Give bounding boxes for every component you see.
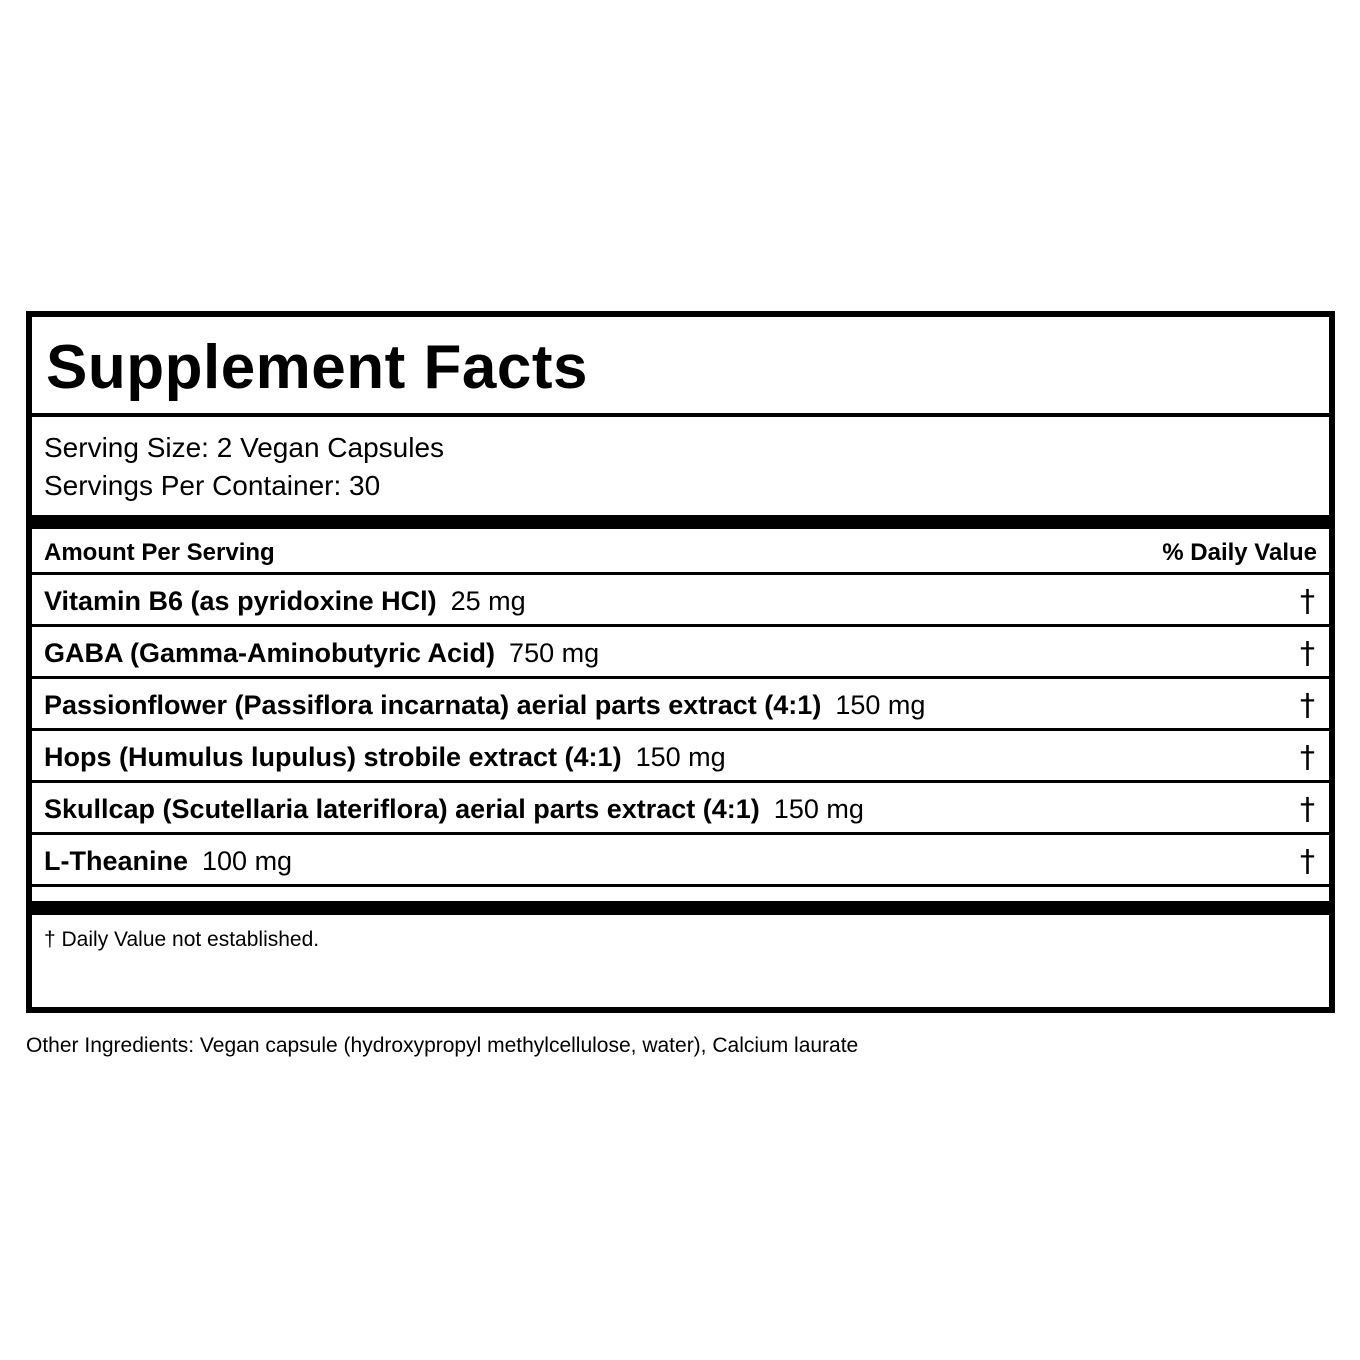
- ingredient-amount: 100 mg: [202, 846, 293, 876]
- ingredient-name: Vitamin B6 (as pyridoxine HCl): [44, 586, 437, 616]
- dagger-mark: †: [1300, 740, 1315, 775]
- thick-divider-bottom: [32, 901, 1329, 915]
- ingredient-amount: 750 mg: [509, 638, 600, 668]
- dagger-mark: †: [1300, 792, 1315, 827]
- ingredient-row: [32, 627, 1329, 679]
- ingredient-amount: 150 mg: [635, 742, 726, 772]
- dagger-mark: †: [1300, 688, 1315, 723]
- dagger-mark: †: [1300, 844, 1315, 879]
- ingredient-row: [32, 679, 1329, 731]
- servings-per-container: Servings Per Container: 30: [44, 470, 381, 501]
- ingredient-name: Passionflower (Passiflora incarnata) aerial parts extract (4:1): [44, 690, 822, 720]
- supplement-facts-panel: [26, 311, 1335, 1013]
- column-header-row: [32, 529, 1329, 575]
- ingredient-rows: [32, 575, 1329, 887]
- ingredient-name: GABA (Gamma-Aminobutyric Acid): [44, 638, 496, 668]
- ingredient-row: [32, 835, 1329, 887]
- ingredient-row: [32, 731, 1329, 783]
- daily-value-footnote: † Daily Value not established.: [44, 928, 320, 951]
- ingredient-name: L-Theanine: [44, 846, 189, 876]
- ingredient-amount: 25 mg: [450, 586, 526, 616]
- ingredient-row: [32, 575, 1329, 627]
- other-ingredients: Other Ingredients: Vegan capsule (hydroxypropyl methylcellulose, water), Calcium laurate: [26, 1034, 859, 1057]
- serving-info: [32, 417, 1329, 515]
- title-row: [32, 317, 1329, 417]
- ingredient-name: Hops (Humulus lupulus) strobile extract (4:1): [44, 742, 622, 772]
- serving-size: Serving Size: 2 Vegan Capsules: [44, 432, 445, 463]
- ingredient-amount: 150 mg: [773, 794, 864, 824]
- dagger-mark: †: [1300, 584, 1315, 619]
- ingredient-name: Skullcap (Scutellaria lateriflora) aerial parts extract (4:1): [44, 794, 760, 824]
- panel-title: Supplement Facts: [46, 333, 588, 402]
- ingredient-row: [32, 783, 1329, 835]
- dagger-mark: †: [1300, 636, 1315, 671]
- daily-value-header: % Daily Value: [1162, 539, 1317, 566]
- amount-per-serving-header: Amount Per Serving: [44, 539, 275, 566]
- thick-divider-top: [32, 515, 1329, 529]
- ingredient-amount: 150 mg: [835, 690, 926, 720]
